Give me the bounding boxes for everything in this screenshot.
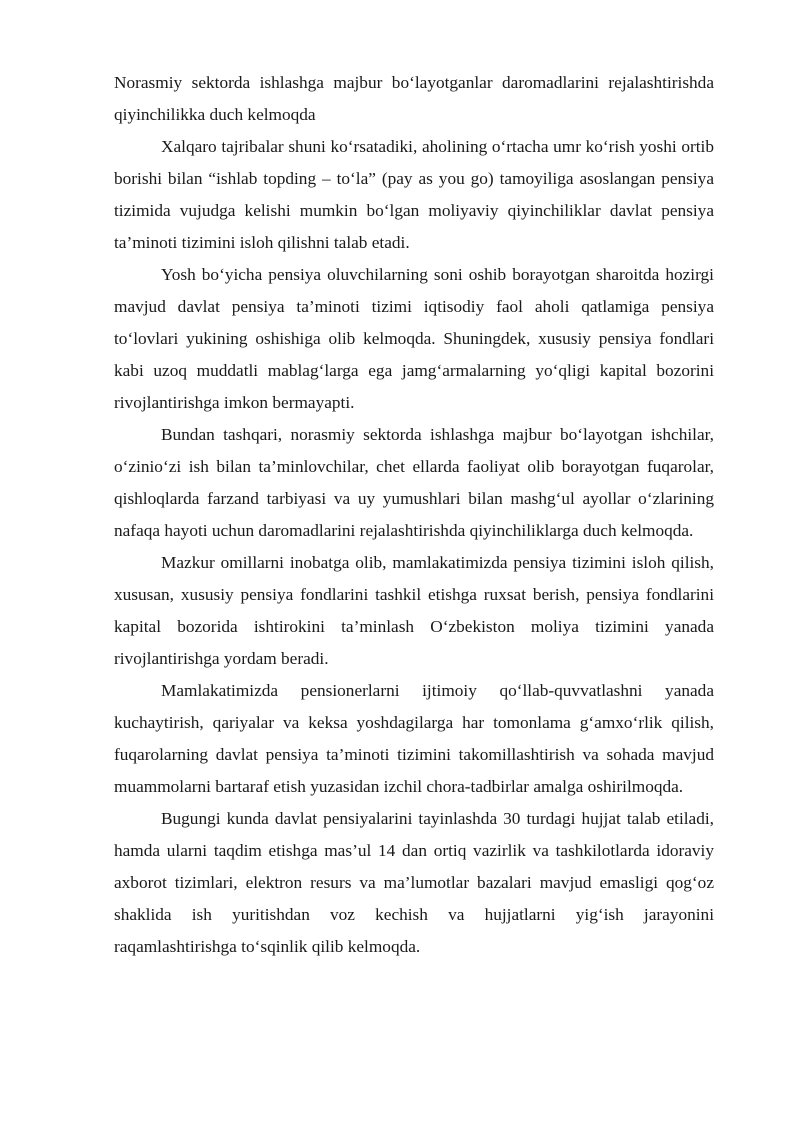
paragraph-social-support: Mamlakatimizda pensionerlarni ijtimoiy qo‘llab-quvvatlashni yanada kuchaytirish, qariyalar va keksa yoshdagilarga har tomonlama g‘amxo‘rlik qilish, fuqarolarning davlat pensiya ta’minoti tizimini takomillashtirish va sohada mavjud muammolarni bartaraf etish yuzasidan izchil chora-tadbirlar amalga oshirilmoqda. xyxy=(114,681,714,796)
paragraph-informal-sector: Bundan tashqari, norasmiy sektorda ishlashga majbur bo‘layotgan ishchilar, o‘zinio‘zi ish bilan ta’minlovchilar, chet ellarda faoliyat olib borayotgan fuqarolar, qishloqlarda farzand tarbiyasi va uy yumushlari bilan mashg‘ul ayollar o‘zlarining nafaqa hayoti uchun daromadlarini rejalashtirishda qiyinchiliklarga duch kelmoqda. xyxy=(114,425,714,540)
paragraph-pension-recipients: Yosh bo‘yicha pensiya oluvchilarning soni oshib borayotgan sharoitda hozirgi mavjud davlat pensiya ta’minoti tizimi iqtisodiy faol aholi qatlamiga pensiya to‘lovlari yukining oshishiga olib kelmoqda. Shuningdek, xususiy pensiya fondlari kabi uzoq muddatli mablag‘larga ega jamg‘armalarning yo‘qligi kapital bozorini rivojlantirishga imkon bermayapti. xyxy=(114,265,714,412)
paragraph-international-experience: Xalqaro tajribalar shuni ko‘rsatadiki, aholining o‘rtacha umr ko‘rish yoshi ortib borishi bilan “ishlab topding – to‘la” (pay as you go) tamoyiliga asoslangan pensiya tizimida vujudga kelishi mumkin bo‘lgan moliyaviy qiyinchiliklar davlat pensiya ta’minoti tizimini isloh qilishni talab etadi. xyxy=(114,137,714,252)
paragraph-continuation: Norasmiy sektorda ishlashga majbur bo‘layotganlar daromadlarini rejalashtirishda qiyinchilikka duch kelmoqda xyxy=(114,73,714,124)
paragraph-pension-reform: Mazkur omillarni inobatga olib, mamlakatimizda pensiya tizimini isloh qilish, xususan, xususiy pensiya fondlarini tashkil etishga ruxsat berish, pensiya fondlarini kapital bozorida ishtirokini ta’minlash O‘zbekiston moliya tizimini yanada rivojlantirishga yordam beradi. xyxy=(114,553,714,668)
document-page xyxy=(114,67,714,963)
paragraph-documents-digitalization: Bugungi kunda davlat pensiyalarini tayinlashda 30 turdagi hujjat talab etiladi, hamda ularni taqdim etishga mas’ul 14 dan ortiq vazirlik va tashkilotlarda idoraviy axborot tizimlari, elektron resurs va ma’lumotlar bazalari mavjud emasligi qog‘oz shaklida ish yuritishdan voz kechish va hujjatlarni yig‘ish jarayonini raqamlashtirishga to‘sqinlik qilib kelmoqda. xyxy=(114,809,714,956)
